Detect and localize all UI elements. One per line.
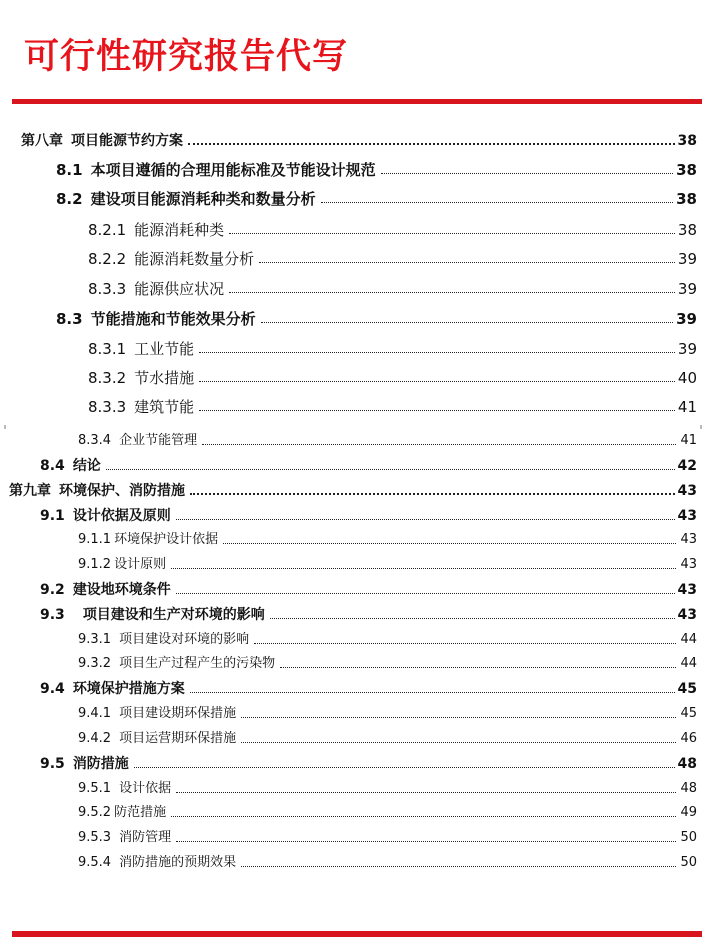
toc-title: 结论: [72, 458, 101, 474]
toc-entry-9-3-1[interactable]: [78, 627, 697, 649]
toc-number: 第八章: [21, 133, 63, 149]
toc-page: 43: [677, 607, 697, 623]
toc-title: 建设项目能源消耗种类和数量分析: [90, 190, 316, 208]
toc-entry-8-4[interactable]: [40, 453, 697, 475]
toc-title: 防范措施: [114, 805, 167, 820]
toc-leader: [188, 141, 675, 145]
page-title: 可行性研究报告代写: [24, 37, 349, 77]
toc-number: 8.2: [56, 190, 83, 208]
toc-page: 44: [680, 632, 697, 647]
toc-title: 项目建设对环境的影响: [119, 632, 250, 647]
toc-number: 8.3.3: [88, 398, 127, 416]
toc-entry-9-5-3[interactable]: [78, 825, 697, 847]
toc-entry-9-4-1[interactable]: [78, 701, 697, 723]
toc-entry-9-3-2[interactable]: [78, 651, 697, 673]
toc-title: 项目建设和生产对环境的影响: [82, 607, 265, 623]
toc-leader: [261, 320, 674, 323]
toc-entry-9-1[interactable]: [40, 503, 697, 525]
toc-leader: [171, 814, 676, 817]
toc-page: 40: [677, 369, 697, 387]
bottom-red-divider: [12, 931, 702, 937]
toc-number: 9.1: [40, 508, 65, 524]
toc-leader: [223, 541, 676, 544]
toc-leader: [241, 864, 676, 867]
toc-number: 9.1.2: [78, 557, 112, 572]
toc-entry-9-5-4[interactable]: [78, 850, 697, 872]
toc-page: 50: [680, 855, 697, 870]
toc-title: 节能措施和节能效果分析: [90, 310, 256, 328]
toc-number: 8.3: [56, 310, 83, 328]
toc-page: 38: [676, 190, 697, 208]
toc-number: 第九章: [9, 483, 51, 499]
toc-page: 39: [677, 280, 697, 298]
toc-leader: [321, 200, 674, 203]
toc-leader: [171, 566, 676, 569]
toc-number: 9.5.4: [78, 855, 112, 870]
toc-page: 44: [680, 656, 697, 671]
toc-leader: [176, 591, 675, 594]
toc-title: 设计依据及原则: [72, 508, 171, 524]
toc-title: 环境保护、消防措施: [59, 483, 185, 499]
toc-entry-8-3-3[interactable]: [88, 394, 697, 416]
page-edge-mark-left: [4, 425, 6, 429]
toc-page: 38: [677, 221, 697, 239]
toc-entry-8-3-4[interactable]: [78, 428, 697, 450]
toc-leader: [259, 260, 675, 263]
toc-leader: [190, 491, 675, 495]
toc-number: 9.4.1: [78, 706, 112, 721]
toc-page: 38: [676, 161, 697, 179]
toc-title: 能源消耗种类: [134, 221, 225, 239]
toc-page: 48: [680, 781, 697, 796]
toc-number: 9.4: [40, 681, 65, 697]
toc-title: 环境保护措施方案: [72, 681, 185, 697]
toc-entry-8-2[interactable]: [56, 186, 697, 208]
toc-number: 9.5: [40, 756, 65, 772]
toc-leader: [202, 442, 676, 445]
toc-title: 环境保护设计依据: [114, 532, 219, 547]
toc-page: 50: [680, 830, 697, 845]
toc-title: 项目能源节约方案: [71, 133, 183, 149]
toc-page: 45: [680, 706, 697, 721]
toc-title: 本项目遵循的合理用能标准及节能设计规范: [90, 161, 376, 179]
toc-leader: [381, 171, 674, 174]
toc-entry-8-2-2[interactable]: [88, 246, 697, 268]
page-edge-mark-right: [700, 425, 702, 429]
toc-leader: [176, 517, 675, 520]
toc-entry-9-5-1[interactable]: [78, 776, 697, 798]
toc-leader: [229, 231, 675, 234]
toc-page: 39: [677, 250, 697, 268]
toc-number: 8.1: [56, 161, 83, 179]
toc-number: 9.5.1: [78, 781, 112, 796]
toc-leader: [241, 740, 676, 743]
toc-leader: [199, 350, 675, 353]
toc-entry-9-1-1[interactable]: [78, 527, 697, 549]
toc-title: 项目运营期环保措施: [119, 731, 237, 746]
toc-page: 49: [680, 805, 697, 820]
toc-number: 9.4.2: [78, 731, 112, 746]
toc-entry-8-1[interactable]: [56, 157, 697, 179]
toc-entry-9-1-2[interactable]: [78, 552, 697, 574]
toc-leader: [241, 715, 676, 718]
toc-page: 48: [677, 756, 697, 772]
toc-page: 46: [680, 731, 697, 746]
toc-title: 消防措施的预期效果: [119, 855, 237, 870]
toc-entry-chapter-8[interactable]: [21, 128, 697, 150]
toc-title: 能源供应状况: [134, 280, 225, 298]
toc-title: 消防措施: [72, 756, 129, 772]
toc-title: 项目生产过程产生的污染物: [119, 656, 276, 671]
toc-entry-9-2[interactable]: [40, 577, 697, 599]
toc-number: 8.3.1: [88, 340, 127, 358]
toc-leader: [280, 665, 676, 668]
toc-number: 9.2: [40, 582, 65, 598]
toc-number: 9.1.1: [78, 532, 112, 547]
toc-title: 企业节能管理: [119, 433, 198, 448]
toc-entry-8-2-1[interactable]: [88, 217, 697, 239]
toc-leader: [199, 408, 675, 411]
toc-title: 消防管理: [119, 830, 172, 845]
toc-leader: [199, 379, 675, 382]
toc-title: 设计依据: [119, 781, 172, 796]
toc-number: 8.2.2: [88, 250, 127, 268]
toc-leader: [176, 790, 676, 793]
toc-entry-8-3-3-supply[interactable]: [88, 276, 697, 298]
toc-leader: [270, 616, 675, 619]
toc-page: 39: [676, 310, 697, 328]
toc-number: 9.5.2: [78, 805, 112, 820]
toc-number: 8.4: [40, 458, 65, 474]
toc-number: 8.3.2: [88, 369, 127, 387]
toc-entry-9-4-2[interactable]: [78, 726, 697, 748]
toc-entry-9-3[interactable]: [40, 602, 697, 624]
toc-title: 节水措施: [134, 369, 195, 387]
toc-page: 43: [677, 508, 697, 524]
toc-number: 8.3.3: [88, 280, 127, 298]
toc-number: 8.2.1: [88, 221, 127, 239]
toc-page: 39: [677, 340, 697, 358]
toc-number: 8.3.4: [78, 433, 112, 448]
toc-entry-8-3[interactable]: [56, 306, 697, 328]
toc-page: 41: [680, 433, 697, 448]
toc-page: 38: [677, 133, 697, 149]
toc-page: 42: [677, 458, 697, 474]
toc-number: 9.3.2: [78, 656, 112, 671]
toc-title: 设计原则: [114, 557, 167, 572]
toc-page: 41: [677, 398, 697, 416]
toc-number: 9.3: [40, 607, 65, 623]
toc-number: 9.3.1: [78, 632, 112, 647]
toc-page: 43: [680, 557, 697, 572]
toc-page: 45: [677, 681, 697, 697]
toc-title: 项目建设期环保措施: [119, 706, 237, 721]
toc-entry-9-5[interactable]: [40, 751, 697, 773]
toc-title: 能源消耗数量分析: [134, 250, 255, 268]
toc-page: 43: [677, 483, 697, 499]
toc-page: 43: [677, 582, 697, 598]
toc-title: 工业节能: [134, 340, 195, 358]
toc-leader: [190, 690, 675, 693]
toc-leader: [176, 839, 676, 842]
toc-leader: [254, 641, 676, 644]
toc-leader: [134, 765, 675, 768]
toc-entry-9-4[interactable]: [40, 676, 697, 698]
toc-entry-8-3-2[interactable]: [88, 365, 697, 387]
toc-entry-chapter-9[interactable]: [9, 478, 697, 500]
toc-leader: [229, 290, 675, 293]
toc-number: 9.5.3: [78, 830, 112, 845]
toc-title: 建设地环境条件: [72, 582, 171, 598]
toc-entry-8-3-1[interactable]: [88, 336, 697, 358]
toc-page: 43: [680, 532, 697, 547]
toc-title: 建筑节能: [134, 398, 195, 416]
toc-entry-9-5-2[interactable]: [78, 800, 697, 822]
toc-leader: [106, 467, 675, 470]
